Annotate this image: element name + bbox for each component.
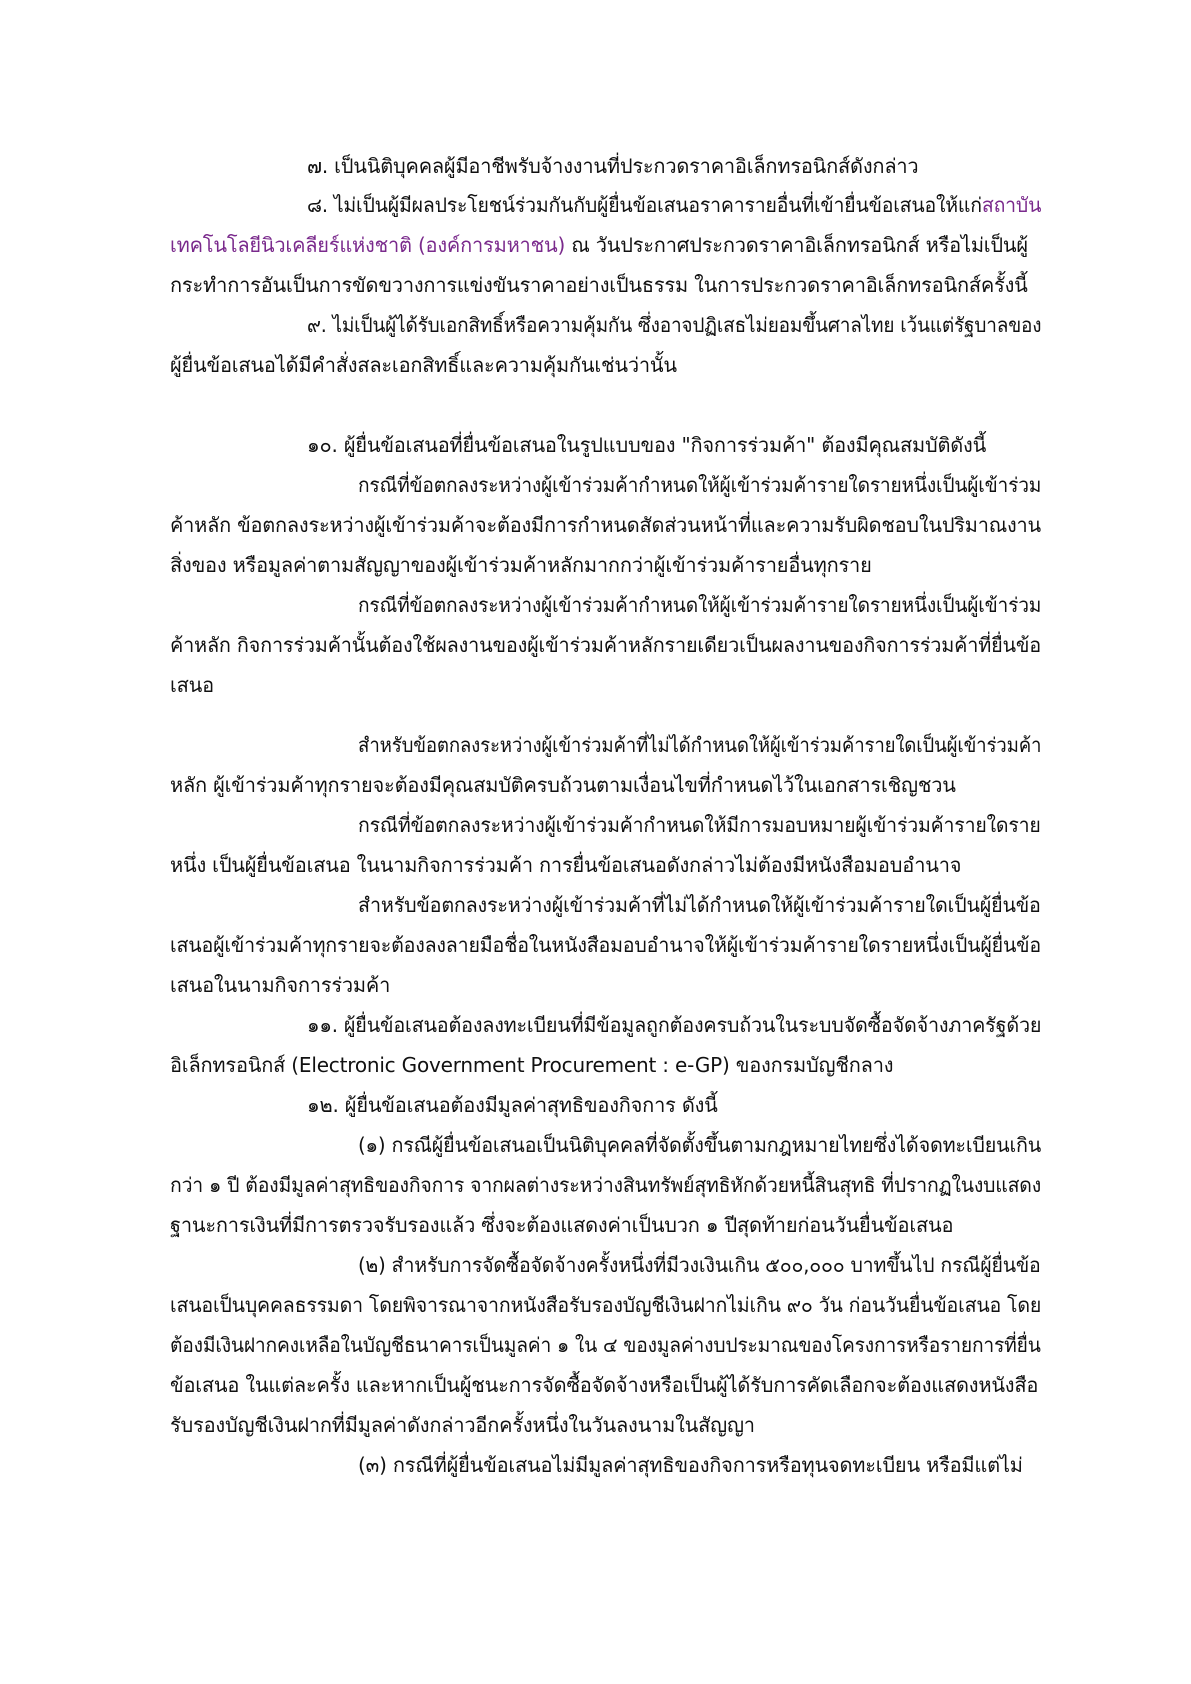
item-8-line-3 [170, 270, 1028, 300]
item-7-text: ๗. เป็นนิติบุคคลผู้มีอาชีพรับจ้างงานที่ประกวดราคาอิเล็กทรอนิกส์ดังกล่าว [307, 154, 919, 178]
paragraph-text: รับรองบัญชีเงินฝากที่มีมูลค่าดังกล่าวอีกครั้งหนึ่งในวันลงนามในสัญญา [170, 1413, 755, 1437]
item-9-text-end: ผู้ยื่นข้อเสนอได้มีคำสั่งสละเอกสิทธิ์และความคุ้มกันเช่นว่านั้น [170, 353, 677, 377]
item-12-2-line-4 [170, 1370, 1038, 1400]
item-12-2-line-2 [170, 1290, 1041, 1320]
item-10-para-2-line-1 [358, 590, 1041, 620]
agency-name-part-2: เทคโนโลยีนิวเคลียร์แห่งชาติ (องค์การมหาชน) [170, 233, 566, 257]
item-10-para-2-line-3 [170, 670, 214, 700]
item-12-heading [307, 1090, 718, 1120]
paragraph-text: (๒) สำหรับการจัดซื้อจัดจ้างครั้งหนึ่งที่มีวงเงินเกิน ๕๐๐,๐๐๐ บาทขึ้นไป กรณีผู้ยื่นข้อ [358, 1253, 1041, 1277]
paragraph-text: กว่า ๑ ปี ต้องมีมูลค่าสุทธิของกิจการ จากผลต่างระหว่างสินทรัพย์สุทธิหักด้วยหนี้สินสุทธิ ที่ปรากฏในงบแสดง [170, 1173, 1042, 1197]
item-10-para-4-line-2 [170, 850, 961, 880]
item-10-para-5-line-3 [170, 970, 390, 1000]
paragraph-text: เสนอผู้เข้าร่วมค้าทุกรายจะต้องลงลายมือชื่อในหนังสือมอบอำนาจให้ผู้เข้าร่วมค้ารายใดรายหนึ่งเป็นผู้ยื่นข้อ [170, 933, 1041, 957]
item-11-line-1 [307, 1010, 1041, 1040]
paragraph-text: (๑) กรณีผู้ยื่นข้อเสนอเป็นนิติบุคคลที่จัดตั้งขึ้นตามกฎหมายไทยซึ่งได้จดทะเบียนเกิน [358, 1133, 1042, 1157]
item-9-line-1 [307, 310, 1041, 340]
item-10-text: ๑๐. ผู้ยื่นข้อเสนอที่ยื่นข้อเสนอในรูปแบบของ "กิจการร่วมค้า" ต้องมีคุณสมบัติดังนี้ [307, 433, 987, 457]
paragraph-text: ค้าหลัก ข้อตกลงระหว่างผู้เข้าร่วมค้าจะต้องมีการกำหนดสัดส่วนหน้าที่และความรับผิดชอบในปริมาณงาน [170, 513, 1041, 537]
paragraph-text: เสนอเป็นบุคคลธรรมดา โดยพิจารณาจากหนังสือรับรองบัญชีเงินฝากไม่เกิน ๙๐ วัน ก่อนวันยื่นข้อเสนอ โดย [170, 1293, 1042, 1317]
agency-name-part-1: สถาบัน [981, 193, 1042, 217]
paragraph-text: เสนอในนามกิจการร่วมค้า [170, 973, 391, 997]
paragraph-text: สำหรับข้อตกลงระหว่างผู้เข้าร่วมค้าที่ไม่ได้กำหนดให้ผู้เข้าร่วมค้ารายใดเป็นผู้เข้าร่วมค้า [358, 733, 1042, 757]
item-11-line-2 [170, 1050, 893, 1080]
paragraph-text: กรณีที่ข้อตกลงระหว่างผู้เข้าร่วมค้ากำหนดให้มีการมอบหมายผู้เข้าร่วมค้ารายใดราย [358, 813, 1041, 837]
item-10-para-5-line-2 [170, 930, 1041, 960]
item-10-para-3-line-1 [358, 730, 1041, 760]
item-12-1-line-3 [170, 1210, 953, 1240]
item-7-line [307, 151, 918, 181]
paragraph-text: สิ่งของ หรือมูลค่าตามสัญญาของผู้เข้าร่วมค้าหลักมากกว่าผู้เข้าร่วมค้ารายอื่นทุกราย [170, 553, 872, 577]
item-12-text: ๑๒. ผู้ยื่นข้อเสนอต้องมีมูลค่าสุทธิของกิจการ ดังนี้ [307, 1093, 718, 1117]
item-8-line-2 [170, 230, 1028, 260]
item-10-para-2-line-2 [170, 630, 1041, 660]
item-12-3-line-1 [358, 1450, 1023, 1480]
paragraph-text: ฐานะการเงินที่มีการตรวจรับรองแล้ว ซึ่งจะต้องแสดงค่าเป็นบวก ๑ ปีสุดท้ายก่อนวันยื่นข้อเสนอ [170, 1213, 954, 1237]
item-10-para-1-line-3 [170, 550, 872, 580]
item-11-text-end: อิเล็กทรอนิกส์ (Electronic Government Procurement : e-GP) ของกรมบัญชีกลาง [170, 1053, 894, 1077]
paragraph-text: เสนอ [170, 673, 214, 697]
paragraph-text: กรณีที่ข้อตกลงระหว่างผู้เข้าร่วมค้ากำหนดให้ผู้เข้าร่วมค้ารายใดรายหนึ่งเป็นผู้เข้าร่วม [358, 473, 1042, 497]
paragraph-text: (๓) กรณีที่ผู้ยื่นข้อเสนอไม่มีมูลค่าสุทธิของกิจการหรือทุนจดทะเบียน หรือมีแต่ไม่ [358, 1453, 1023, 1477]
item-10-para-1-line-2 [170, 510, 1041, 540]
item-12-1-line-1 [358, 1130, 1041, 1160]
paragraph-text: ค้าหลัก กิจการร่วมค้านั้นต้องใช้ผลงานของผู้เข้าร่วมค้าหลักรายเดียวเป็นผลงานของกิจการร่วมค้าที่ยื่นข้อ [170, 633, 1042, 657]
paragraph-text: สำหรับข้อตกลงระหว่างผู้เข้าร่วมค้าที่ไม่ได้กำหนดให้ผู้เข้าร่วมค้ารายใดเป็นผู้ยื่นข้อ [358, 893, 1041, 917]
paragraph-text: ข้อเสนอ ในแต่ละครั้ง และหากเป็นผู้ชนะการจัดซื้อจัดจ้างหรือเป็นผู้ได้รับการคัดเลือกจะต้องแสดงหนังสือ [170, 1373, 1039, 1397]
item-10-heading [307, 430, 986, 460]
paragraph-text: หนึ่ง เป็นผู้ยื่นข้อเสนอ ในนามกิจการร่วมค้า การยื่นข้อเสนอดังกล่าวไม่ต้องมีหนังสือมอบอำนาจ [170, 853, 962, 877]
item-8-text-continued: ณ วันประกาศประกวดราคาอิเล็กทรอนิกส์ หรือไม่เป็นผู้ [565, 233, 1028, 257]
item-8-text-end: กระทำการอันเป็นการขัดขวางการแข่งขันราคาอย่างเป็นธรรม ในการประกวดราคาอิเล็กทรอนิกส์ครั้งนี้ [170, 273, 1028, 297]
item-12-2-line-1 [358, 1250, 1041, 1280]
item-8-line-1 [307, 190, 1041, 220]
item-12-2-line-5 [170, 1410, 755, 1440]
paragraph-text: หลัก ผู้เข้าร่วมค้าทุกรายจะต้องมีคุณสมบัติครบถ้วนตามเงื่อนไขที่กำหนดไว้ในเอกสารเชิญชวน [170, 773, 956, 797]
item-10-para-3-line-2 [170, 770, 956, 800]
item-8-text: ๘. ไม่เป็นผู้มีผลประโยชน์ร่วมกันกับผู้ยื่นข้อเสนอราคารายอื่นที่เข้ายื่นข้อเสนอให้แก่ [307, 193, 982, 217]
paragraph-text: ต้องมีเงินฝากคงเหลือในบัญชีธนาคารเป็นมูลค่า ๑ ใน ๔ ของมูลค่างบประมาณของโครงการหรือรายการที่ยื่น [170, 1333, 1041, 1357]
item-10-para-1-line-1 [358, 470, 1041, 500]
item-12-1-line-2 [170, 1170, 1041, 1200]
item-10-para-5-line-1 [358, 890, 1041, 920]
item-12-2-line-3 [170, 1330, 1041, 1360]
item-10-para-4-line-1 [358, 810, 1041, 840]
item-11-text: ๑๑. ผู้ยื่นข้อเสนอต้องลงทะเบียนที่มีข้อมูลถูกต้องครบถ้วนในระบบจัดซื้อจัดจ้างภาครัฐด้วย [307, 1013, 1042, 1037]
item-9-line-2 [170, 350, 677, 380]
paragraph-text: กรณีที่ข้อตกลงระหว่างผู้เข้าร่วมค้ากำหนดให้ผู้เข้าร่วมค้ารายใดรายหนึ่งเป็นผู้เข้าร่วม [358, 593, 1042, 617]
item-9-text: ๙. ไม่เป็นผู้ได้รับเอกสิทธิ์หรือความคุ้มกัน ซึ่งอาจปฏิเสธไม่ยอมขึ้นศาลไทย เว้นแต่รัฐบาลของ [307, 313, 1042, 337]
